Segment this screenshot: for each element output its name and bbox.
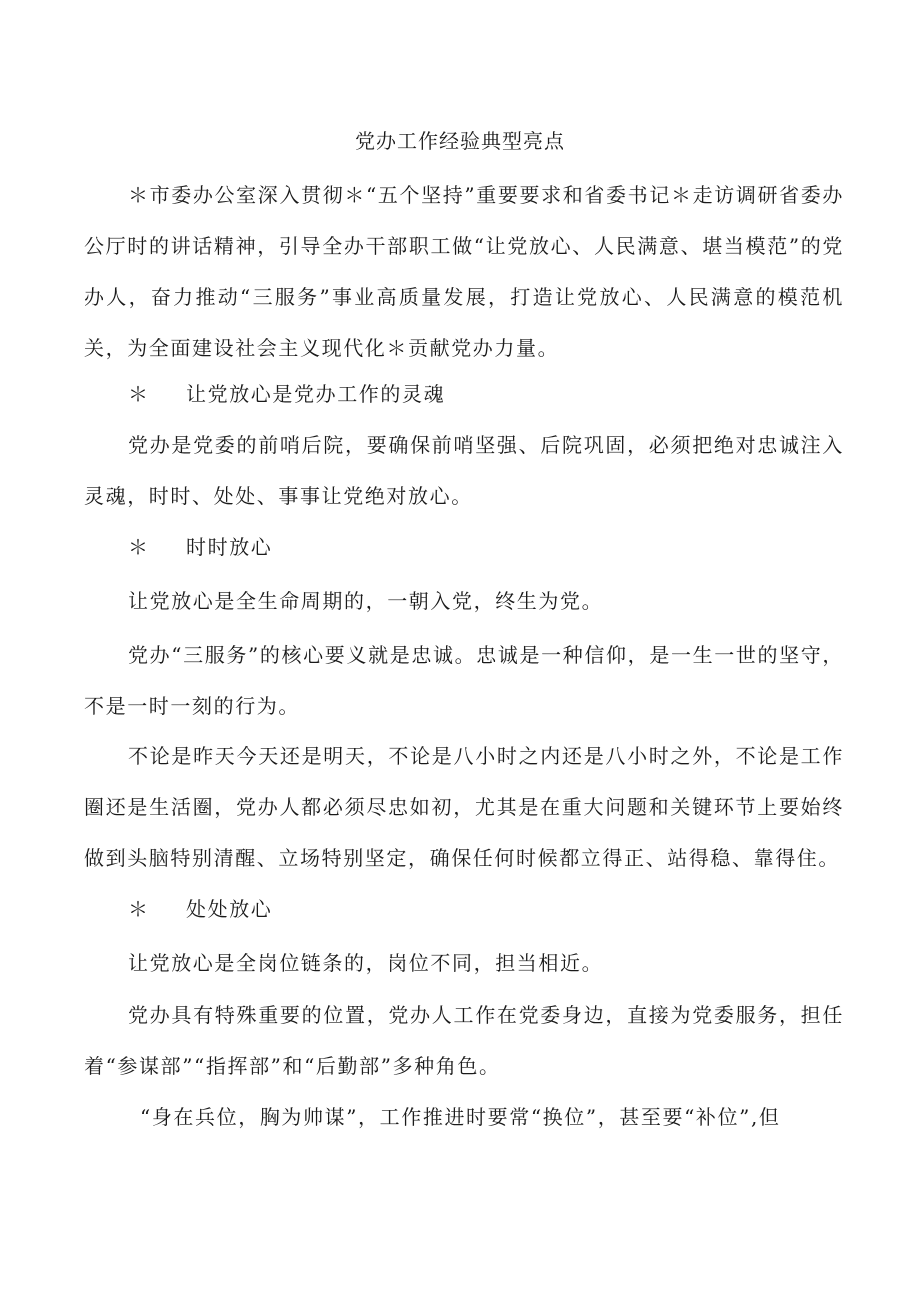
heading-text: 让党放心是党办工作的灵魂 [186, 382, 446, 406]
section3-paragraph-2: 党办具有特殊重要的位置，党办人工作在党委身边，直接为党委服务，担任着“参谋部”“指挥部”和“后勤部”多种角色。 [84, 1003, 844, 1078]
heading-text: 处处放心 [186, 897, 273, 921]
section-heading-3 [128, 884, 272, 935]
section3-paragraph-3: “身在兵位，胸为帅谋”，工作推进时要常“换位”，甚至要“补位”,但 [140, 1105, 781, 1129]
bullet-mark: ＊ [128, 382, 150, 406]
section2-paragraph-3: 不论是昨天今天还是明天，不论是八小时之内还是八小时之外，不论是工作圈还是生活圈，党办人都必须尽忠如初，尤其是在重大问题和关键环节上要始终做到头脑特别清醒、立场特别坚定，确保任何时候都立得正、站得稳、靠得住。 [84, 744, 844, 870]
section2-paragraph-2: 党办“三服务”的核心要义就是忠诚。忠诚是一种信仰，是一生一世的坚守，不是一时一刻的行为。 [84, 643, 844, 718]
bullet-mark: ＊ [128, 897, 150, 921]
section2-paragraph-1: 让党放心是全生命周期的，一朝入党，终生为党。 [128, 589, 604, 613]
bullet-mark: ＊ [128, 535, 150, 559]
intro-paragraph: ＊市委办公室深入贯彻＊“五个坚持”重要要求和省委书记＊走访调研省委办公厅时的讲话精神，引导全办干部职工做“让党放心、人民满意、堪当模范”的党办人，奋力推动“三服务”事业高质量发展，打造让党放心、人民满意的模范机关，为全面建设社会主义现代化＊贡献党办力量。 [84, 183, 844, 360]
heading-text: 时时放心 [186, 535, 273, 559]
section3-paragraph-1: 让党放心是全岗位链条的，岗位不同，担当相近。 [128, 951, 604, 975]
section1-paragraph-1: 党办是党委的前哨后院，要确保前哨坚强、后院巩固，必须把绝对忠诚注入灵魂，时时、处处、事事让党绝对放心。 [84, 433, 844, 508]
section-heading-1 [128, 369, 445, 420]
document-title: 党办工作经验典型亮点 [355, 129, 565, 153]
section-heading-2 [128, 522, 272, 573]
